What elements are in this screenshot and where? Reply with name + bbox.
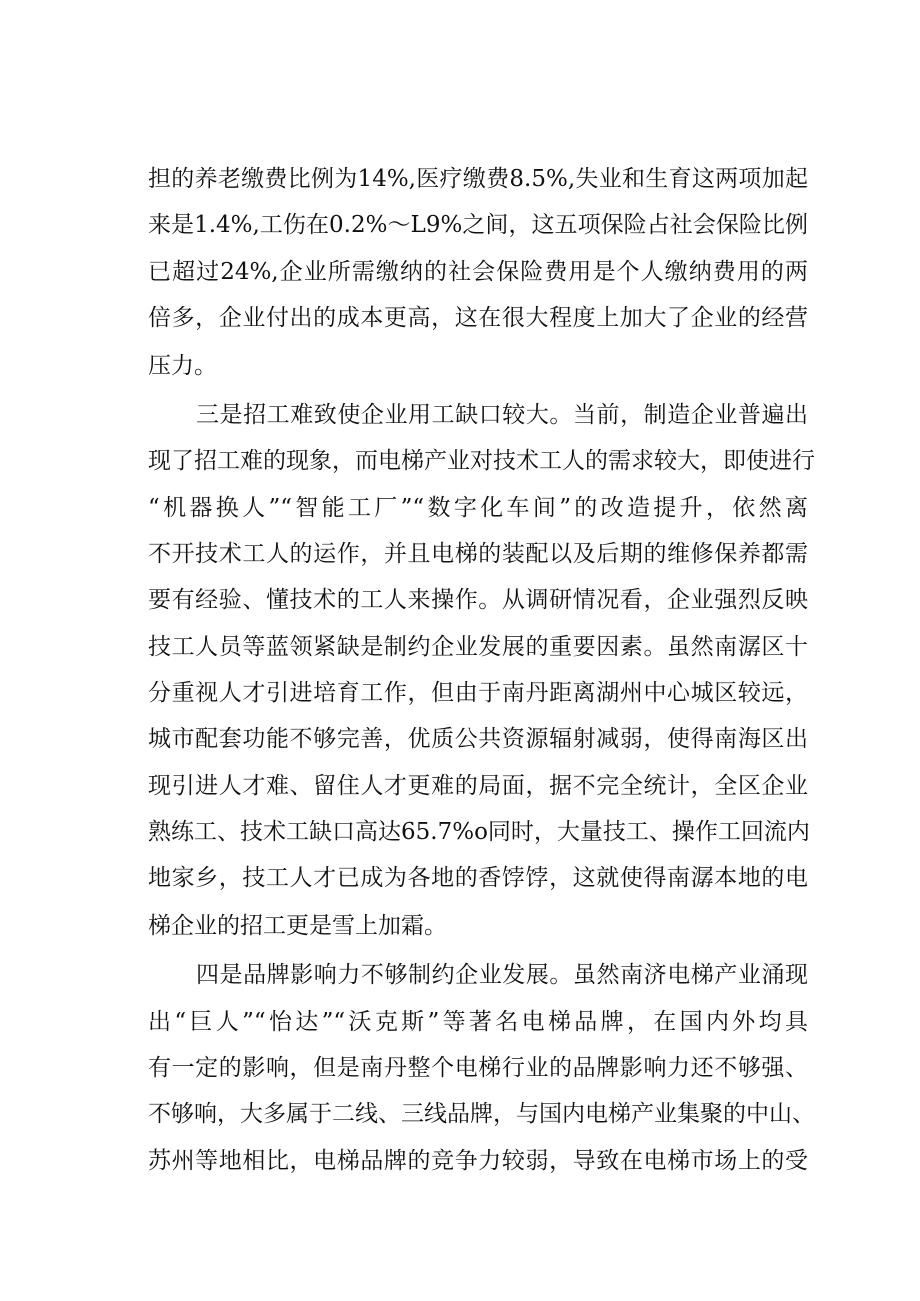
text-line: 熟练工、技术工缺口高达65.7%o同时，大量技工、操作工回流内 xyxy=(148,818,810,845)
paragraph-social-insurance xyxy=(148,156,808,392)
text-line: 三是招工难致使企业用工缺口较大。当前，制造企业普遍出 xyxy=(196,402,808,429)
text-line: 倍多，企业付出的成本更高，这在很大程度上加大了企业的经营 xyxy=(148,304,808,331)
text-line: 地家乡，技工人才已成为各地的香饽饽，这就使得南潺本地的电 xyxy=(148,865,808,892)
text-line: 梯企业的招工更是雪上加霜。 xyxy=(148,913,447,940)
body-text xyxy=(148,156,815,1184)
text-line: “机器换人”“智能工厂”“数字化车间”的改造提升，依然离 xyxy=(148,494,808,521)
text-line: 不开技术工人的运作，并且电梯的装配以及后期的维修保养都需 xyxy=(148,541,808,568)
text-line: 四是品牌影响力不够制约企业发展。虽然南济电梯产业涌现 xyxy=(196,962,808,989)
text-line: 来是1.4%,工伤在0.2%～L9%之间，这五项保险占社会保险比例 xyxy=(148,212,808,239)
text-line: 压力。 xyxy=(148,353,217,380)
text-line: 城市配套功能不够完善，优质公共资源辐射减弱，使得南海区出 xyxy=(148,726,808,753)
paragraph-recruitment xyxy=(148,392,815,952)
text-line: 有一定的影响，但是南丹整个电梯行业的品牌影响力还不够强、 xyxy=(148,1055,808,1082)
text-line: 分重视人才引进培育工作，但由于南丹距离湖州中心城区较远， xyxy=(148,679,808,706)
text-line: 现了招工难的现象，而电梯产业对技术工人的需求较大，即使进行 xyxy=(148,448,815,475)
text-line: 出“巨人”“怡达”“沃克斯”等著名电梯品牌，在国内外均具 xyxy=(148,1008,808,1035)
text-line: 现引进人才难、留住人才更难的局面，据不完全统计，全区企业 xyxy=(148,772,808,799)
paragraph-brand-influence xyxy=(148,952,815,1183)
text-line: 技工人员等蓝领紧缺是制约企业发展的重要因素。虽然南潺区十 xyxy=(148,633,808,660)
text-line: 已超过24%,企业所需缴纳的社会保险费用是个人缴纳费用的两 xyxy=(148,258,808,285)
text-line: 要有经验、懂技术的工人来操作。从调研情况看，企业强烈反映 xyxy=(148,587,808,614)
text-line: 苏州等地相比，电梯品牌的竞争力较弱，导致在电梯市场上的受 xyxy=(148,1147,808,1174)
text-line: 不够响，大多属于二线、三线品牌，与国内电梯产业集聚的中山、 xyxy=(148,1101,815,1128)
text-line: 担的养老缴费比例为14%,医疗缴费8.5%,失业和生育这两项加起 xyxy=(148,166,808,192)
